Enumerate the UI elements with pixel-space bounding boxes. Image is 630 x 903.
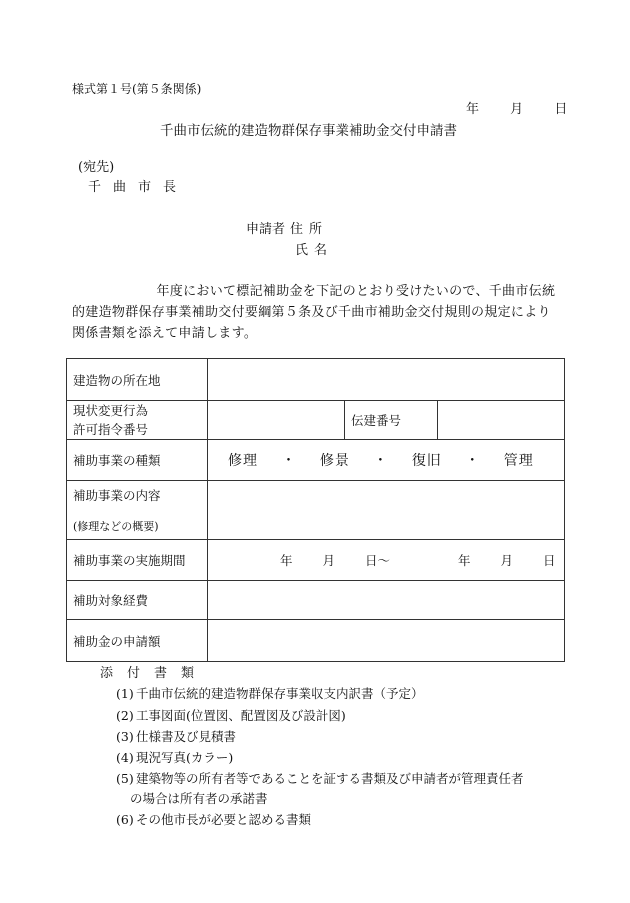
list-item (130, 791, 268, 806)
period-label: 補助事業の実施期間 (67, 540, 208, 581)
type-manage[interactable]: 管理 (503, 453, 534, 469)
type-landscape[interactable]: 修景 (319, 453, 350, 469)
attachment-text: その他市長が必要と認める書類 (136, 812, 312, 827)
attachment-text: 仕様書及び見積書 (136, 729, 237, 744)
period-start-day: 日～ (365, 553, 391, 568)
list-item (116, 686, 424, 701)
attachment-number: (2) (116, 708, 134, 723)
period-end-month: 月 (500, 553, 514, 568)
attachment-text: 工事図面(位置図、配置図及び設計図) (136, 708, 346, 723)
attachment-text: 建築物等の所有者等であることを証する書類及び申請者が管理責任者 (136, 771, 524, 786)
period-start-year: 年 (280, 553, 293, 568)
denken-number-field[interactable] (438, 401, 565, 440)
attachment-number: (5) (116, 771, 134, 786)
permit-label (67, 401, 208, 440)
date-month: 月 (510, 102, 524, 117)
amount-field[interactable] (208, 620, 565, 662)
list-item (116, 708, 346, 723)
period-end-year: 年 (458, 553, 471, 568)
date-year: 年 (466, 102, 480, 117)
permit-label-line1: 現状変更行為 (73, 403, 149, 418)
attachment-number: (6) (116, 812, 134, 827)
attachment-text: 現況写真(カラー) (136, 750, 234, 765)
addressee-label: (宛先) (78, 160, 115, 175)
type-separator: ・ (281, 453, 297, 469)
attachment-number: (3) (116, 729, 134, 744)
permit-number-field[interactable] (208, 401, 345, 440)
cost-field[interactable] (208, 581, 565, 620)
table-row (67, 620, 565, 662)
content-label (67, 481, 208, 540)
attachment-number: (4) (116, 750, 134, 765)
applicant-name-label: 氏名 (295, 243, 334, 258)
type-restore[interactable]: 復旧 (411, 453, 442, 469)
location-label: 建造物の所在地 (67, 359, 208, 401)
page-title: 千曲市伝統的建造物群保存事業補助金交付申請書 (160, 123, 457, 139)
type-separator: ・ (373, 453, 389, 469)
period-field[interactable] (208, 540, 565, 581)
intro-paragraph: 年度において標記補助金を下記のとおり受けたいので、千曲市伝統的建造物群保存事業補助交付要綱第５条及び千曲市補助金交付規則の規定により関係書類を添えて申請します。 (72, 284, 556, 341)
content-note: (修理などの概要) (73, 520, 159, 533)
table-row (67, 581, 565, 620)
project-type-options (208, 440, 565, 481)
amount-label: 補助金の申請額 (67, 620, 208, 662)
addressee: 千曲市長 (88, 180, 189, 195)
type-repair[interactable]: 修理 (228, 453, 258, 469)
attachment-number: (1) (116, 686, 134, 701)
table-row (67, 540, 565, 581)
date-line (456, 102, 567, 118)
applicant-address-label: 住所 (290, 222, 329, 237)
table-row (67, 481, 565, 540)
list-item (116, 729, 236, 744)
form-id: 様式第１号(第５条関係) (72, 82, 202, 96)
content-field[interactable] (208, 481, 565, 540)
attachment-text: 千曲市伝統的建造物群保存事業収支内訳書（予定） (136, 686, 424, 701)
cost-label: 補助対象経費 (67, 581, 208, 620)
content-label-text: 補助事業の内容 (73, 488, 161, 503)
attachment-text: の場合は所有者の承諾書 (130, 791, 268, 806)
table-row (67, 359, 565, 401)
project-type-label: 補助事業の種類 (67, 440, 208, 481)
list-item (116, 750, 233, 765)
applicant-label: 申請者 (246, 222, 286, 237)
period-start-month: 月 (322, 553, 336, 568)
list-item (116, 771, 524, 786)
denken-number-label: 伝建番号 (345, 401, 438, 440)
type-separator: ・ (465, 453, 481, 469)
date-day: 日 (554, 102, 568, 117)
attachments-title: 添付書類 (100, 666, 209, 681)
table-row (67, 440, 565, 481)
location-field[interactable] (208, 359, 565, 401)
list-item (116, 812, 311, 827)
period-end-day: 日 (543, 553, 556, 568)
permit-label-line2: 許可指令番号 (73, 422, 149, 437)
application-table (66, 358, 565, 662)
table-row (67, 401, 565, 440)
